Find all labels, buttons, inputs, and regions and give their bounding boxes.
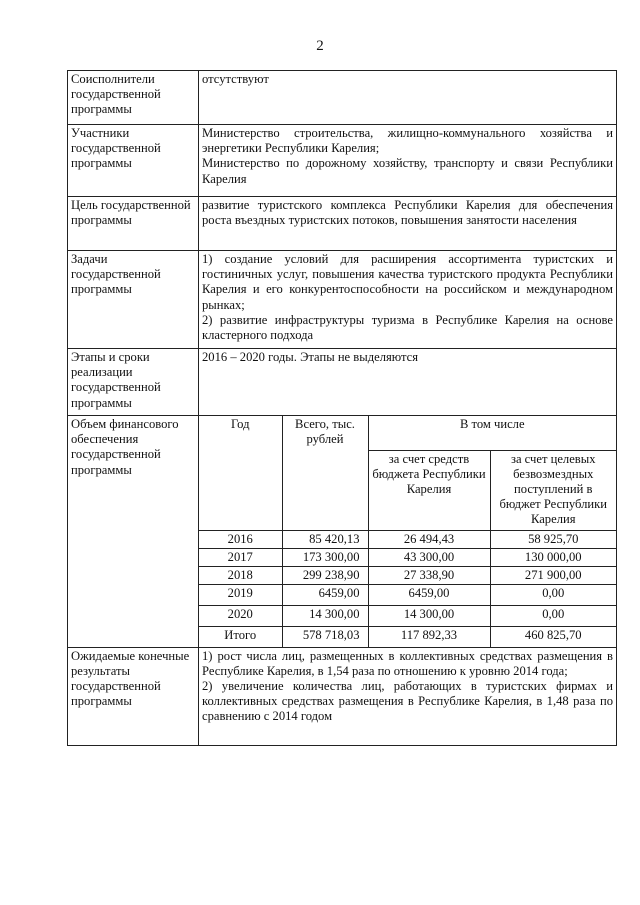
row-label: Задачи государственной программы: [68, 251, 199, 349]
table-row: [199, 585, 616, 606]
row-content: [199, 251, 617, 349]
cell-gratuitous: 460 825,70: [490, 627, 616, 647]
paragraph: Министерство по дорожному хозяйству, транспорту и связи Республики Карелия: [202, 156, 613, 186]
cell-total: 6459,00: [282, 585, 368, 606]
cell-total: 578 718,03: [282, 627, 368, 647]
column-header-total: Всего, тыс. рублей: [282, 416, 368, 530]
row-expected-results: [68, 647, 617, 745]
paragraph: 2016 – 2020 годы. Этапы не выделяются: [202, 350, 419, 364]
row-financing: [68, 416, 617, 648]
paragraph: отсутствуют: [202, 72, 269, 86]
column-header-budget: за счет средств бюджета Республики Карелия: [368, 450, 490, 530]
cell-total: 299 238,90: [282, 566, 368, 584]
row-co-executors: [68, 71, 617, 125]
cell-year: 2017: [199, 548, 282, 566]
column-header-year: Год: [199, 416, 282, 530]
row-content: [199, 349, 617, 416]
row-content: [199, 647, 617, 745]
program-passport-table: [67, 70, 617, 746]
row-content: [199, 125, 617, 197]
column-header-including: В том числе: [368, 416, 616, 450]
row-participants: [68, 125, 617, 197]
cell-year: 2018: [199, 566, 282, 584]
financing-table: [199, 416, 616, 647]
table-row: [199, 606, 616, 627]
paragraph: 1) рост числа лиц, размещенных в коллективных средствах размещения в Республике Карелия, в 1,54 раза по отношению к уровню 2014 года;: [202, 648, 613, 678]
row-label: Участники государственной программы: [68, 125, 199, 197]
financing-cell: [199, 416, 617, 648]
cell-gratuitous: 130 000,00: [490, 548, 616, 566]
cell-year: Итого: [199, 627, 282, 647]
paragraph: 2) развитие инфраструктуры туризма в Республике Карелия на основе кластерного подхода: [202, 312, 613, 343]
cell-budget: 14 300,00: [368, 606, 490, 627]
cell-gratuitous: 0,00: [490, 585, 616, 606]
cell-gratuitous: 271 900,00: [490, 566, 616, 584]
cell-gratuitous: 0,00: [490, 606, 616, 627]
cell-total: 14 300,00: [282, 606, 368, 627]
row-goal: [68, 197, 617, 251]
row-content: [199, 197, 617, 251]
cell-year: 2020: [199, 606, 282, 627]
row-tasks: [68, 251, 617, 349]
total-row: [199, 627, 616, 647]
cell-total: 85 420,13: [282, 530, 368, 548]
paragraph: развитие туристского комплекса Республики Карелия для обеспечения роста въездных туристских потоков, повышения занятости населения: [202, 198, 613, 228]
column-header-gratuitous: за счет целевых безвозмездных поступлений в бюджет Республики Карелия: [490, 450, 616, 530]
cell-total: 173 300,00: [282, 548, 368, 566]
cell-budget: 27 338,90: [368, 566, 490, 584]
cell-budget: 26 494,43: [368, 530, 490, 548]
table-row: [199, 566, 616, 584]
cell-year: 2019: [199, 585, 282, 606]
paragraph: Министерство строительства, жилищно-коммунального хозяйства и энергетики Республики Карелия;: [202, 126, 613, 156]
row-label: Объем финансового обеспечения государственной программы: [68, 416, 199, 648]
page-number: 2: [316, 38, 324, 54]
table-row: [199, 548, 616, 566]
cell-budget: 6459,00: [368, 585, 490, 606]
row-label: Этапы и сроки реализации государственной программы: [68, 349, 199, 416]
cell-gratuitous: 58 925,70: [490, 530, 616, 548]
row-label: Ожидаемые конечные результаты государственной программы: [68, 647, 199, 745]
table-row: [199, 530, 616, 548]
cell-budget: 43 300,00: [368, 548, 490, 566]
row-content: [199, 71, 617, 125]
cell-year: 2016: [199, 530, 282, 548]
paragraph: 1) создание условий для расширения ассортимента туристских и гостиничных услуг, повышения качества туристского продукта Республики Карелия и его конкурентоспособности на российском и международном рынках;: [202, 252, 613, 312]
financing-header-row: [199, 416, 616, 450]
cell-budget: 117 892,33: [368, 627, 490, 647]
row-label: Цель государственной программы: [68, 197, 199, 251]
paragraph: 2) увеличение количества лиц, работающих в туристских фирмах и коллективных средствах размещения в Республике Карелия, в 1,48 раза по сравнению с 2014 годом: [202, 679, 613, 724]
row-stages: [68, 349, 617, 416]
row-label: Соисполнители государственной программы: [68, 71, 199, 125]
